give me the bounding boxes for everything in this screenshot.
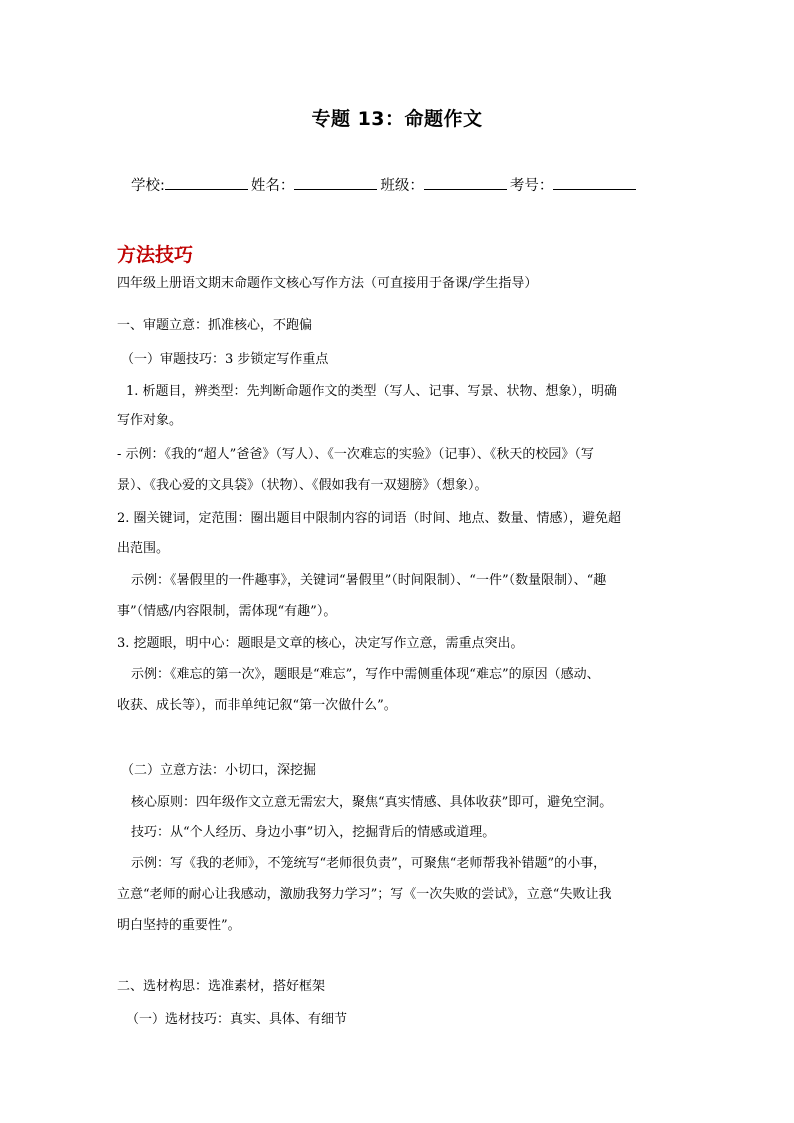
heading-1: 一、审题立意：抓准核心，不跑偏 xyxy=(117,318,313,333)
example-line: 明白坚持的重要性”。 xyxy=(117,918,241,933)
example-line: 示例：写《我的老师》，不笼统写“老师很负责”，可聚焦“老师帮我补错题”的小事， xyxy=(131,856,607,871)
subheading-1-1: （一）审题技巧：3 步锁定写作重点 xyxy=(121,352,329,367)
school-label: 学校: xyxy=(131,178,165,194)
example-line: 示例：《暑假里的一件趣事》，关键词“暑假里”（时间限制）、“一件”（数量限制）、“趣 xyxy=(131,573,607,588)
subheading-2-1: （一）选材技巧：真实、具体、有细节 xyxy=(126,1012,348,1027)
heading-2: 二、选材构思：选准素材，搭好框架 xyxy=(117,979,326,994)
paragraph-line: 核心原则：四年级作文立意无需宏大，聚焦“真实情感、具体收获”即可，避免空洞。 xyxy=(131,795,613,810)
paragraph-line: 2. 圈关键词，定范围：圈出题目中限制内容的词语（时间、地点、数量、情感），避免超 xyxy=(117,511,622,526)
example-line: 立意“老师的耐心让我感动，激励我努力学习”；写《一次失败的尝试》，立意“失败让我 xyxy=(117,887,612,902)
paragraph-line: 写作对象。 xyxy=(117,413,183,428)
paragraph-line: 技巧：从“个人经历、身边小事”切入，挖掘背后的情感或道理。 xyxy=(131,825,496,840)
school-blank[interactable] xyxy=(165,174,248,190)
exam-number-label: 考号： xyxy=(509,178,554,194)
class-blank[interactable] xyxy=(424,174,507,190)
page-title: 专题 13：命题作文 xyxy=(311,108,483,130)
intro-line: 四年级上册语文期末命题作文核心写作方法（可直接用于备课/学生指导） xyxy=(117,276,538,291)
example-line: 景）、《我心爱的文具袋》（状物）、《假如我有一双翅膀》（想象）。 xyxy=(117,478,488,493)
paragraph-line: 出范围。 xyxy=(117,541,170,556)
section-heading: 方法技巧 xyxy=(117,244,194,266)
class-label: 班级： xyxy=(380,178,424,194)
exam-number-blank[interactable] xyxy=(553,174,636,190)
example-line: 收获、成长等），而非单纯记叙“第一次做什么”。 xyxy=(117,698,397,713)
subheading-1-2: （二）立意方法：小切口，深挖掘 xyxy=(121,763,317,778)
example-line: 事”（情感/内容限制，需体现“有趣”）。 xyxy=(117,604,337,619)
student-info-row xyxy=(131,174,691,195)
example-line: 示例：《难忘的第一次》，题眼是“难忘”，写作中需侧重体现“难忘”的原因（感动、 xyxy=(131,667,600,682)
example-line: - 示例：《我的“超人”爸爸》（写人）、《一次难忘的实验》（记事）、《秋天的校园》（写 xyxy=(117,447,594,462)
paragraph-line: 1. 析题目，辨类型：先判断命题作文的类型（写人、记事、写景、状物、想象），明确 xyxy=(126,384,618,399)
name-blank[interactable] xyxy=(294,174,377,190)
name-label: 姓名： xyxy=(250,178,295,194)
paragraph-line: 3. 挖题眼，明中心：题眼是文章的核心，决定写作立意，需重点突出。 xyxy=(117,636,524,651)
